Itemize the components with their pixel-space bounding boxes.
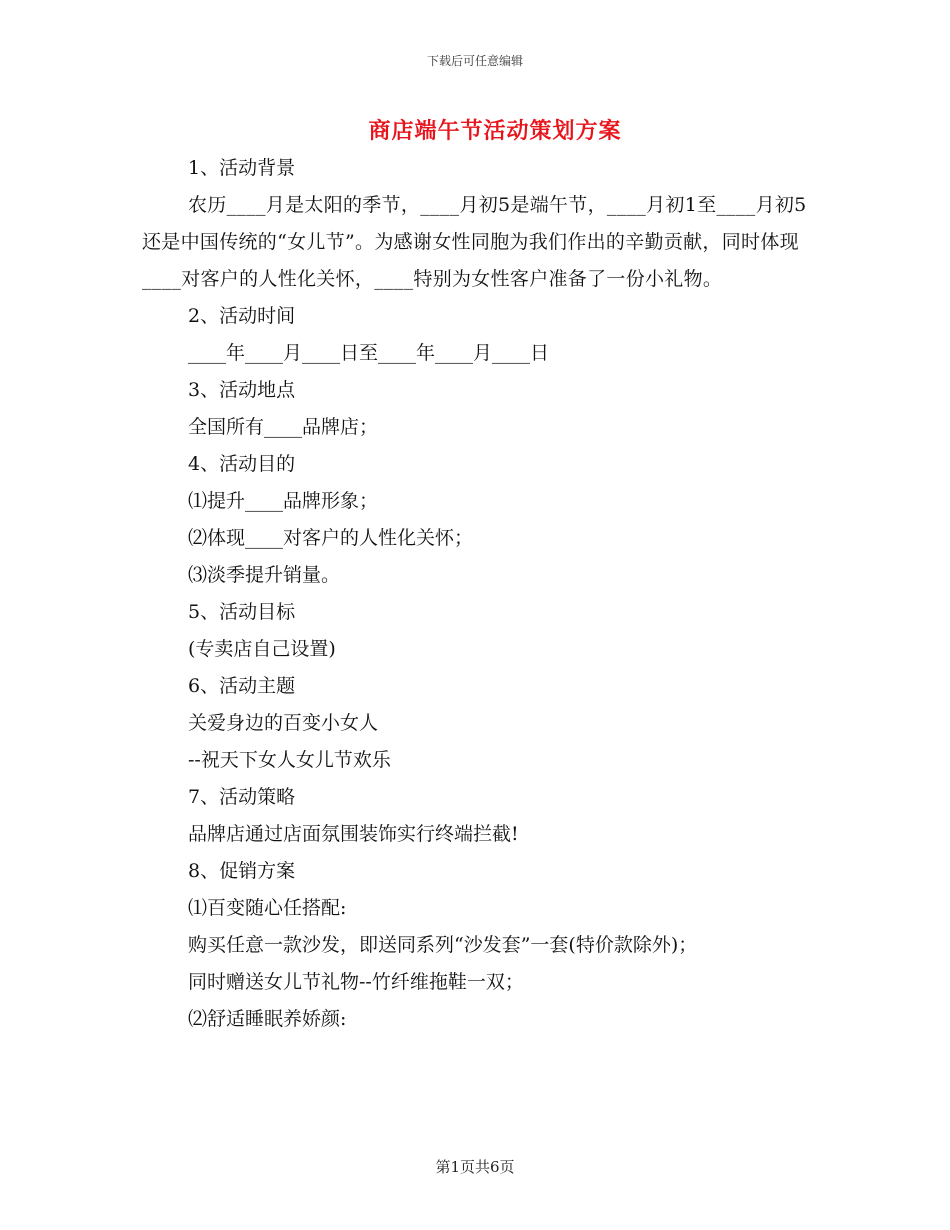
section-heading-goal: 5、活动目标 bbox=[188, 601, 296, 623]
section-paragraph-background: 农历____月是太阳的季节，____月初5是端午节，____月初1至____月初5还是中国传统的“女儿节”。为感谢女性同胞为我们作出的辛勤贡献，同时体现____对客户的人性化关怀，____特别为女性客户准备了一份小礼物。 bbox=[142, 194, 807, 290]
promotion-detail: 同时赠送女儿节礼物--竹纤维拖鞋一双； bbox=[188, 971, 524, 993]
section-heading-location: 3、活动地点 bbox=[188, 379, 296, 401]
section-heading-strategy: 7、活动策略 bbox=[188, 786, 296, 808]
section-heading-background: 1、活动背景 bbox=[188, 157, 296, 179]
document-title: 商店端午节活动策划方案 bbox=[368, 118, 622, 144]
page-number-footer: 第1页共6页 bbox=[435, 1158, 515, 1176]
section-text-goal: (专卖店自己设置) bbox=[188, 638, 336, 660]
theme-line: 关爱身边的百变小女人 bbox=[188, 712, 379, 734]
section-heading-theme: 6、活动主题 bbox=[188, 675, 296, 697]
promotion-item: ⑵舒适睡眠养娇颜: bbox=[188, 1008, 347, 1030]
purpose-item: ⑵体现____对客户的人性化关怀； bbox=[188, 527, 474, 549]
section-heading-time: 2、活动时间 bbox=[188, 305, 296, 327]
section-text-time: ____年____月____日至____年____月____日 bbox=[188, 342, 550, 364]
section-heading-purpose: 4、活动目的 bbox=[188, 453, 296, 475]
promotion-item: ⑴百变随心任搭配: bbox=[188, 897, 347, 919]
promotion-detail: 购买任意一款沙发，即送同系列“沙发套”一套(特价款除外)； bbox=[188, 934, 698, 956]
theme-line: --祝天下女人女儿节欢乐 bbox=[188, 749, 391, 771]
section-text-location: 全国所有____品牌店； bbox=[188, 416, 379, 438]
header-note: 下载后可任意编辑 bbox=[426, 54, 523, 68]
purpose-item: ⑴提升____品牌形象； bbox=[188, 490, 379, 512]
section-text-strategy: 品牌店通过店面氛围装饰实行终端拦截! bbox=[188, 823, 519, 845]
document-body bbox=[142, 150, 812, 1038]
purpose-item: ⑶淡季提升销量。 bbox=[188, 564, 341, 586]
section-heading-promotion: 8、促销方案 bbox=[188, 860, 296, 882]
